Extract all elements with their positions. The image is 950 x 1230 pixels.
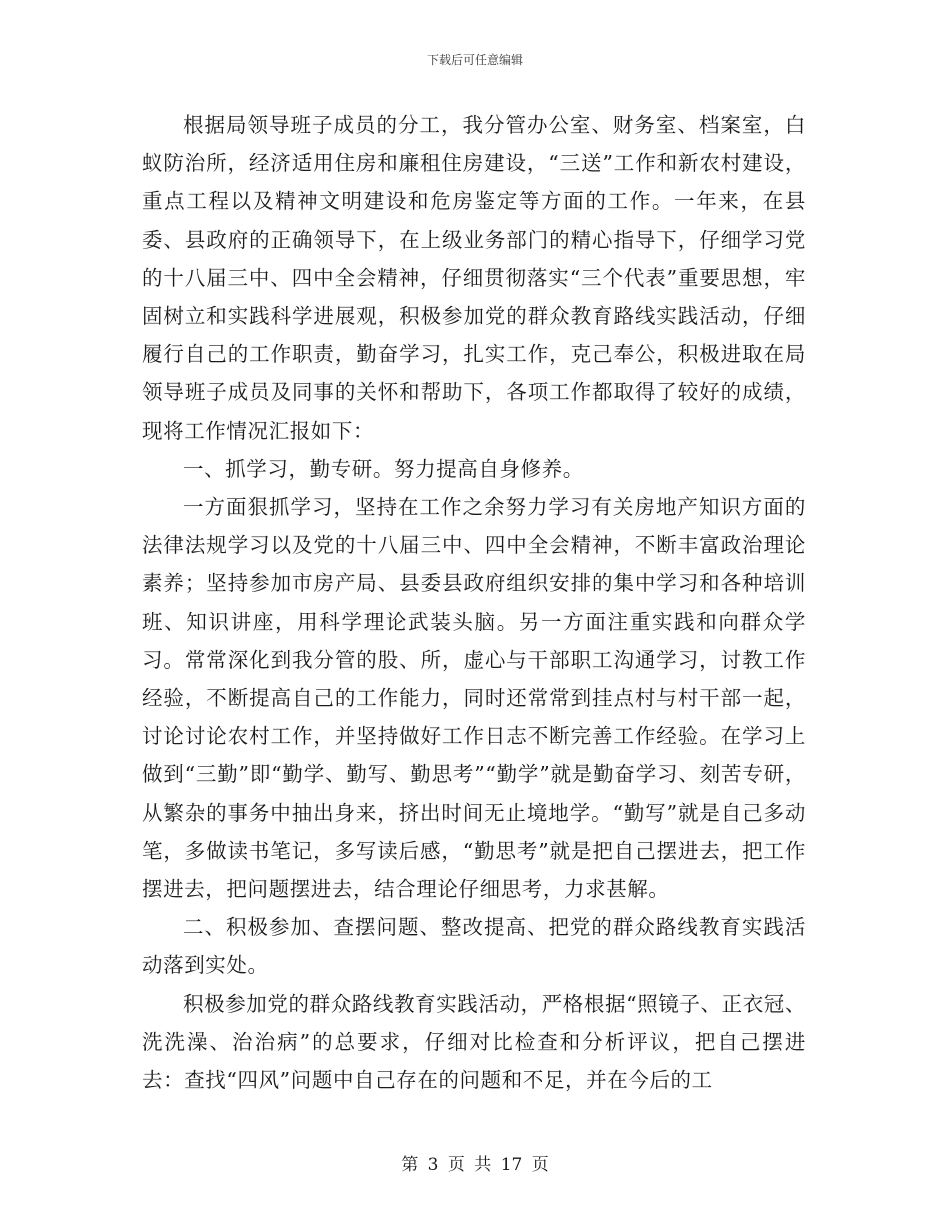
section-heading-campaign: 二、积极参加、查摆问题、整改提高、把党的群众路线教育实践活动落到实处。 [142,915,806,978]
paragraph-campaign: 积极参加党的群众路线教育实践活动，严格根据“照镜子、正衣冠、洗洗澡、治治病”的总要求，仔细对比检查和分析评议，把自己摆进去：查找“四风”问题中自己存在的问题和不足，并在今后的工 [142,991,806,1093]
page-number: 第 3 页 共 17 页 [401,1155,549,1175]
paragraph-intro: 根据局领导班子成员的分工，我分管办公室、财务室、档案室，白蚁防治所，经济适用住房和廉租住房建设，“三送”工作和新农村建设，重点工程以及精神文明建设和危房鉴定等方面的工作。一年来，在县委、县政府的正确领导下，在上级业务部门的精心指导下，仔细学习党的十八届三中、四中全会精神，仔细贯彻落实“三个代表”重要思想，牢固树立和实践科学进展观，积极参加党的群众教育路线实践活动，仔细履行自己的工作职责，勤奋学习，扎实工作，克己奉公，积极进取在局领导班子成员及同事的关怀和帮助下，各项工作都取得了较好的成绩，现将工作情况汇报如下： [142,113,806,443]
paragraph-study: 一方面狠抓学习，坚持在工作之余努力学习有关房地产知识方面的法律法规学习以及党的十八届三中、四中全会精神，不断丰富政治理论素养；坚持参加市房产局、县委县政府组织安排的集中学习和各种培训班、知识讲座，用科学理论武装头脑。另一方面注重实践和向群众学习。常常深化到我分管的股、所，虚心与干部职工沟通学习，讨教工作经验，不断提高自己的工作能力，同时还常常到挂点村与村干部一起，讨论讨论农村工作，并坚持做好工作日志不断完善工作经验。在学习上做到“三勤”即“勤学、勤写、勤思考”“勤学”就是勤奋学习、刻苦专研，从繁杂的事务中抽出身来，挤出时间无止境地学。“勤写”就是自己多动笔，多做读书笔记，多写读后感，“勤思考”就是把自己摆进去，把工作摆进去，把问题摆进去，结合理论仔细思考，力求甚解。 [142,495,806,902]
document-body [142,106,806,1099]
page-header: 下载后可任意编辑 [426,53,523,67]
section-heading-study: 一、抓学习，勤专研。努力提高自身修养。 [183,456,584,481]
